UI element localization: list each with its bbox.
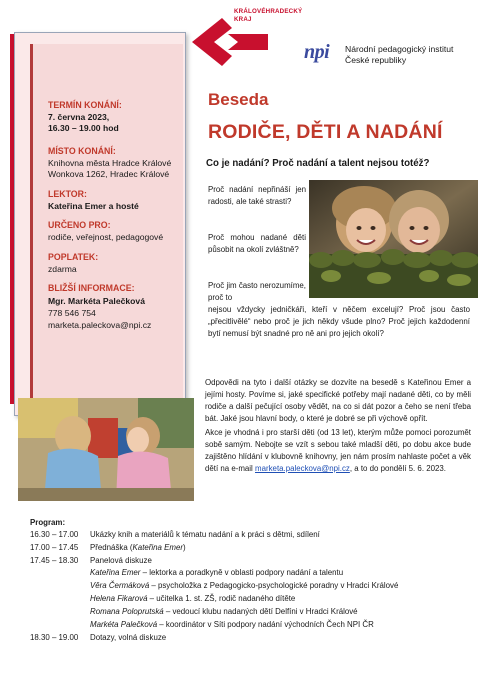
panel-member: Romana Poloprutská – vedoucí klubu nadaných dětí Delfíni v Hradci Králové (90, 607, 358, 616)
urceno-label: URČENO PRO: (48, 220, 111, 230)
kraj-logo-text: KRÁLOVÉHRADECKÝ KRAJ (234, 8, 303, 23)
poplatek-value: zdarma (48, 264, 77, 274)
termin-date: 7. června 2023, (48, 112, 110, 122)
page-title: RODIČE, DĚTI A NADÁNÍ (208, 121, 443, 143)
info-name: Mgr. Markéta Palečková (48, 296, 145, 306)
info-label: BLIŽŠÍ INFORMACE: (48, 283, 135, 293)
misto-line2: Wonkova 1262, Hradec Králové (48, 169, 170, 179)
question-1: Proč nadání nepřináší jen radosti, ale také strasti? (208, 185, 306, 206)
panel-member: Markéta Palečková – koordinátor v Síti podpory nadání východních Čech NPI ČR (90, 620, 374, 629)
event-type: Beseda (208, 90, 269, 109)
panel-member: Věra Čermáková – psycholožka z Pedagogicko-psychologické poradny v Hradci Králové (90, 581, 399, 590)
info-email[interactable]: marketa.paleckova@npi.cz (48, 320, 152, 330)
paragraph-info: Akce je vhodná i pro starší děti (od 13 let), kterým může pomoci porozumět sobě samým. Nebojte se vzít s sebou také mladší děti, po dobu akce bude zajištěno hlídání v klubovně knihovny, jen nám prosím nahlaste počet a věk dětí na e-mail marketa.paleckova@npi.cz, a to do pondělí 5. 6. 2023. (205, 428, 471, 473)
termin-time: 16.30 – 19.00 hod (48, 123, 119, 133)
question-3: Proč jim často nerozumíme, proč to (208, 281, 306, 302)
program-row: 17.45 – 18.30 Panelová diskuze (30, 556, 152, 565)
children-photo (309, 180, 478, 298)
program-row: 18.30 – 19.00 Dotazy, volná diskuze (30, 633, 167, 642)
subtitle: Co je nadání? Proč nadání a talent nejsou totéž? (206, 158, 430, 169)
program-title: Program: (30, 518, 66, 527)
lektor-value: Kateřina Emer a hosté (48, 201, 139, 211)
termin-label: TERMÍN KONÁNÍ: (48, 100, 122, 110)
girls-playing-photo (18, 398, 194, 501)
urceno-value: rodiče, veřejnost, pedagogové (48, 232, 164, 242)
contact-email-link[interactable]: marketa.paleckova@npi.cz (255, 464, 350, 473)
poplatek-label: POPLATEK: (48, 252, 99, 262)
paragraph-answers: Odpovědi na tyto i další otázky se dozvíte na besedě s Kateřinou Emer a jejími hosty. Povíme si, jaké specifické potřeby mají nadané děti, co by měli rodiče a další pečující osoby vědět, na co si dát pozor a čeho se není třeba bát. Jaké jsou hlavní body, o které je dobré se při výchově opřít. (205, 378, 471, 423)
panel-member: Kateřina Emer – lektorka a poradkyně v oblasti podpory nadání a talentu (90, 568, 344, 577)
lektor-label: LEKTOR: (48, 189, 87, 199)
panel-member: Helena Fikarová – učitelka 1. st. ZŠ, rodič nadaného dítěte (90, 594, 296, 603)
npi-logo: npi (304, 41, 330, 63)
misto-line1: Knihovna města Hradce Králové (48, 158, 172, 168)
question-3-continued: nejsou vždycky jedničkáři, kteří v něčem excelují? Proč jsou často „přecitlivělé“ nebo proč je jich někdy všude plno? Proč jejich každodenní bytí nemusí být snadné pro ně ani pro jejich okolí? (208, 305, 470, 338)
program-row: 16.30 – 17.00 Ukázky knih a materiálů k tématu nadání a k práci s dětmi, sdílení (30, 530, 320, 539)
question-2: Proč mohou nadané děti působit na okolí zvláštně? (208, 233, 306, 254)
info-phone: 778 546 754 (48, 308, 96, 318)
program-row: 17.00 – 17.45 Přednáška (Kateřina Emer) (30, 543, 186, 552)
misto-label: MÍSTO KONÁNÍ: (48, 146, 116, 156)
npi-logo-text: Národní pedagogický institut České republiky (345, 44, 454, 65)
